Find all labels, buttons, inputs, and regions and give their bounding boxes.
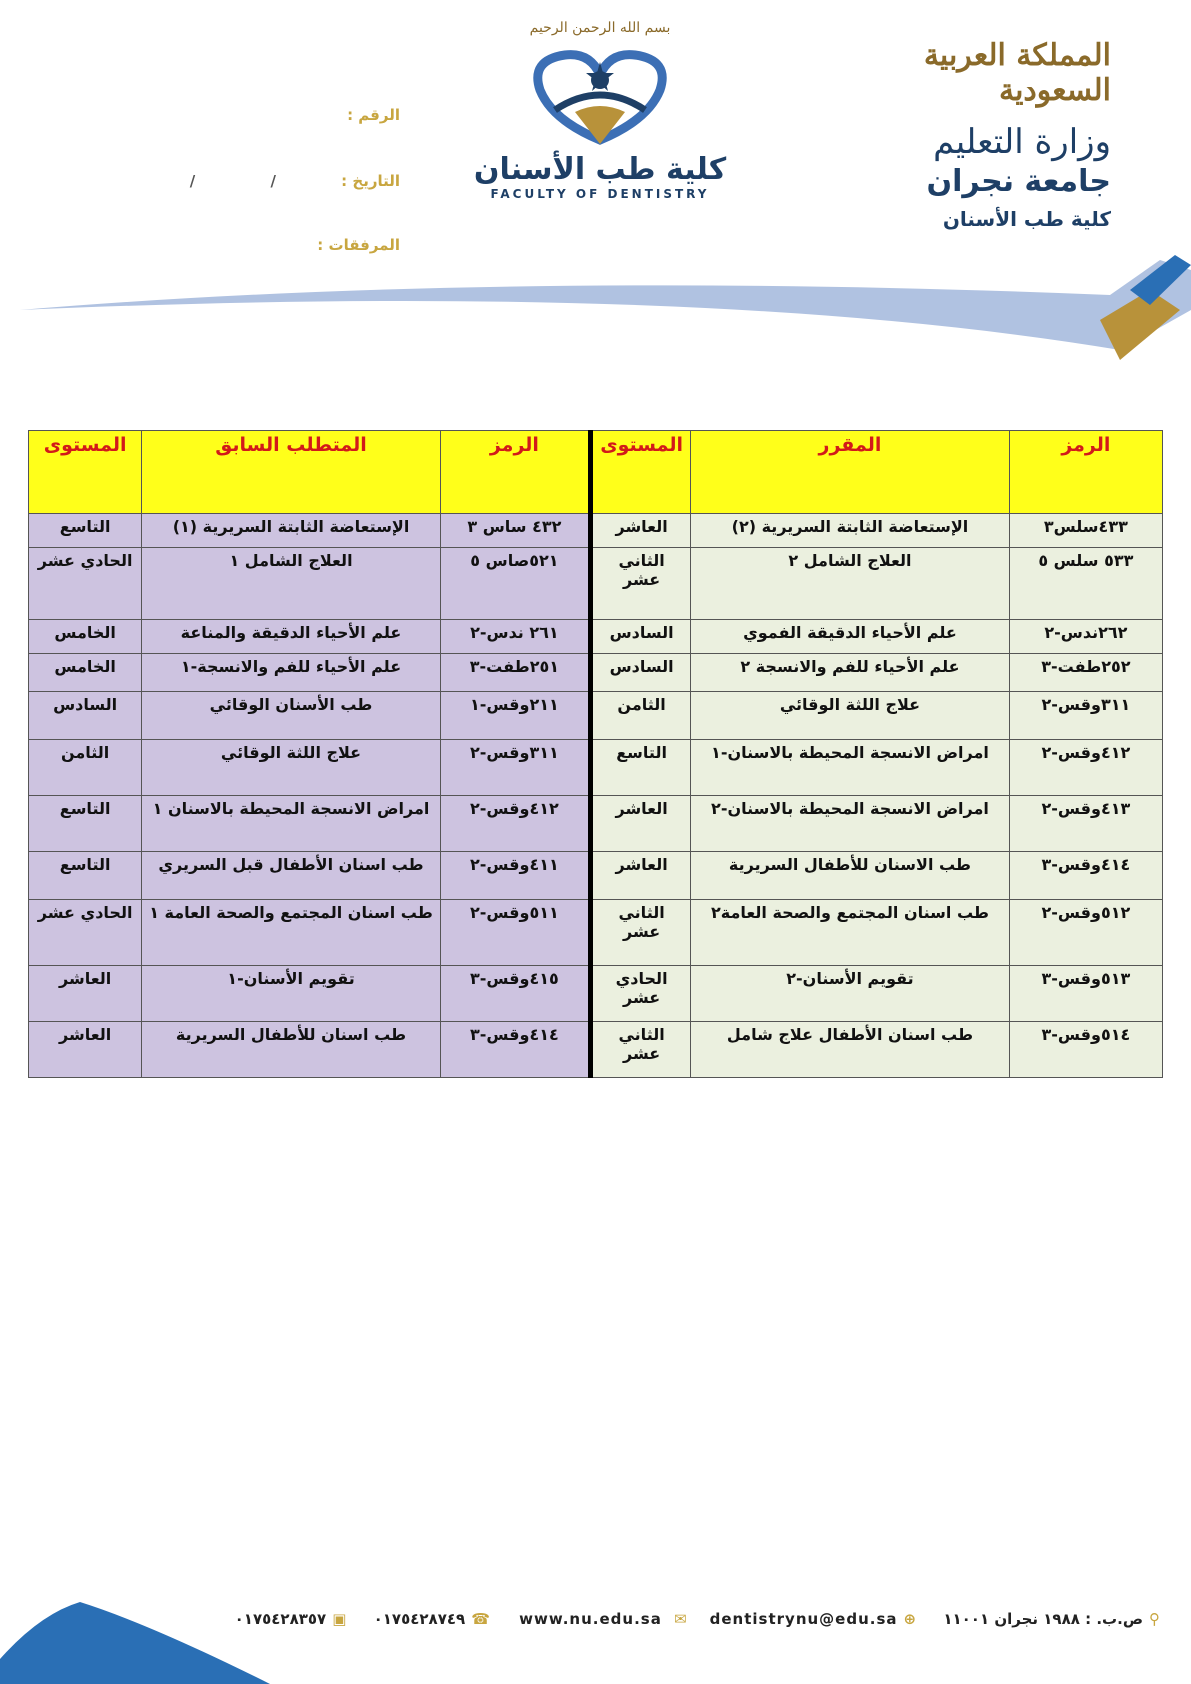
prereq-level: التاسع [29, 796, 142, 852]
course-level: العاشر [591, 796, 691, 852]
course-code: ٥١٤وقس-٣ [1009, 1022, 1162, 1078]
prereq-level: الخامس [29, 620, 142, 654]
course-code: ٥١٢وقس-٢ [1009, 900, 1162, 966]
prereq-level: التاسع [29, 514, 142, 548]
table-header-row [29, 431, 1163, 514]
fax-icon: ▣ [332, 1610, 347, 1628]
faculty-logo-icon [530, 40, 670, 150]
prereq-level: العاشر [29, 1022, 142, 1078]
header-prereq-code: الرمز [440, 431, 590, 514]
course-level: السادس [591, 654, 691, 692]
course-code: ٤١٢وقس-٢ [1009, 740, 1162, 796]
header-identity [861, 38, 1111, 231]
course-level: الثاني عشر [591, 1022, 691, 1078]
course-code: ٤٣٣سلس٣ [1009, 514, 1162, 548]
date-field [175, 172, 400, 190]
course-level: الثاني عشر [591, 900, 691, 966]
table-row [29, 852, 1163, 900]
course-name: طب اسنان الأطفال علاج شامل [691, 1022, 1010, 1078]
prereq-name: العلاج الشامل ١ [142, 548, 441, 620]
table-row [29, 900, 1163, 966]
faculty-logo-block [470, 20, 730, 201]
logo-arabic-text: كلية طب الأسنان [473, 152, 727, 187]
footer-website[interactable]: www.nu.edu.sa [519, 1610, 662, 1628]
course-level: السادس [591, 620, 691, 654]
table-row [29, 692, 1163, 740]
course-code: ٢٥٢طفت-٣ [1009, 654, 1162, 692]
logo-english-text: FACULTY OF DENTISTRY [490, 187, 710, 201]
date-label: التاريخ : [341, 172, 400, 190]
course-name: العلاج الشامل ٢ [691, 548, 1010, 620]
prereq-level: الخامس [29, 654, 142, 692]
footer-fax: ٠١٧٥٤٢٨٣٥٧ [234, 1610, 327, 1628]
date-separator: / [270, 172, 276, 190]
prereq-level: العاشر [29, 966, 142, 1022]
course-level: العاشر [591, 514, 691, 548]
university-name: جامعة نجران [926, 164, 1111, 199]
table-row [29, 620, 1163, 654]
course-name: امراض الانسجة المحيطة بالاسنان-٢ [691, 796, 1010, 852]
table-row [29, 1022, 1163, 1078]
prereq-name: طب اسنان للأطفال السريرية [142, 1022, 441, 1078]
course-name: طب الاسنان للأطفال السريرية [691, 852, 1010, 900]
table-row [29, 740, 1163, 796]
table-row [29, 966, 1163, 1022]
course-name: الإستعاضة الثابتة السريرية (٢) [691, 514, 1010, 548]
prereq-level: الحادي عشر [29, 548, 142, 620]
ministry-name: وزارة التعليم [933, 122, 1111, 162]
number-label: الرقم : [347, 106, 400, 124]
course-level: الثاني عشر [591, 548, 691, 620]
course-name: امراض الانسجة المحيطة بالاسنان-١ [691, 740, 1010, 796]
course-level: التاسع [591, 740, 691, 796]
location-icon: ⚲ [1149, 1610, 1160, 1628]
prereq-name: طب اسنان المجتمع والصحة العامة ١ [142, 900, 441, 966]
prereq-level: السادس [29, 692, 142, 740]
prereq-name: الإستعاضة الثابتة السريرية (١) [142, 514, 441, 548]
prereq-name: طب الأسنان الوقائي [142, 692, 441, 740]
basmala: بسم الله الرحمن الرحيم [529, 20, 671, 36]
prereq-code: ٤١٥وقس-٣ [440, 966, 590, 1022]
prereq-code: ٢٦١ ندس-٢ [440, 620, 590, 654]
prereq-name: طب اسنان الأطفال قبل السريري [142, 852, 441, 900]
course-level: الثامن [591, 692, 691, 740]
prereq-code: ٣١١وقس-٢ [440, 740, 590, 796]
header-course: المقرر [691, 431, 1010, 514]
faculty-name: كلية طب الأسنان [942, 207, 1111, 231]
course-level: العاشر [591, 852, 691, 900]
footer-email[interactable]: dentistrynu@edu.sa [709, 1610, 898, 1628]
prereq-code: ٢٥١طفت-٣ [440, 654, 590, 692]
course-code: ٥٣٣ سلس ٥ [1009, 548, 1162, 620]
mail-icon: ✉ [674, 1610, 688, 1628]
prereq-name: علم الأحياء الدقيقة والمناعة [142, 620, 441, 654]
course-name: علاج اللثة الوقائي [691, 692, 1010, 740]
attachments-label: المرفقات : [317, 236, 400, 254]
course-code: ٣١١وقس-٢ [1009, 692, 1162, 740]
prereq-name: علاج اللثة الوقائي [142, 740, 441, 796]
prereq-level: الثامن [29, 740, 142, 796]
phone-icon: ☎ [471, 1610, 491, 1628]
header-code: الرمز [1009, 431, 1162, 514]
prereq-code: ٥١١وقس-٢ [440, 900, 590, 966]
prereq-name: امراض الانسجة المحيطة بالاسنان ١ [142, 796, 441, 852]
header-prereq: المتطلب السابق [142, 431, 441, 514]
prereq-name: تقويم الأسنان-١ [142, 966, 441, 1022]
table-row [29, 548, 1163, 620]
table-row [29, 796, 1163, 852]
prereq-code: ٤٣٢ ساس ٣ [440, 514, 590, 548]
prereq-level: التاسع [29, 852, 142, 900]
header-prereq-level: المستوى [29, 431, 142, 514]
table-row [29, 654, 1163, 692]
table-row [29, 514, 1163, 548]
prereq-level: الحادي عشر [29, 900, 142, 966]
course-code: ٢٦٢ندس-٢ [1009, 620, 1162, 654]
prereq-code: ٥٢١صاس ٥ [440, 548, 590, 620]
prereq-code: ٢١١وقس-١ [440, 692, 590, 740]
kingdom-name: المملكة العربية السعودية [923, 38, 1111, 108]
globe-icon: ⊕ [903, 1610, 917, 1628]
footer-phone: ٠١٧٥٤٢٨٧٤٩ [373, 1610, 466, 1628]
course-prerequisite-table [28, 430, 1163, 1078]
course-code: ٥١٣وقس-٣ [1009, 966, 1162, 1022]
course-level: الحادي عشر [591, 966, 691, 1022]
prereq-code: ٤١١وقس-٢ [440, 852, 590, 900]
course-code: ٤١٤وقس-٣ [1009, 852, 1162, 900]
footer-contact-bar [234, 1610, 1160, 1628]
course-name: تقويم الأسنان-٢ [691, 966, 1010, 1022]
prereq-code: ٤١٢وقس-٢ [440, 796, 590, 852]
prereq-name: علم الأحياء للفم والانسجة-١ [142, 654, 441, 692]
header-swoosh-decoration [0, 250, 1191, 360]
header-level: المستوى [591, 431, 691, 514]
footer-address: ص.ب. : ١٩٨٨ نجران ١١٠٠١ [943, 1610, 1143, 1628]
date-separator: / [189, 172, 196, 190]
course-name: علم الأحياء للفم والانسجة ٢ [691, 654, 1010, 692]
course-name: طب اسنان المجتمع والصحة العامة٢ [691, 900, 1010, 966]
prereq-code: ٤١٤وقس-٣ [440, 1022, 590, 1078]
footer-wave-decoration [0, 1584, 270, 1684]
course-name: علم الأحياء الدقيقة الفموي [691, 620, 1010, 654]
course-code: ٤١٣وقس-٢ [1009, 796, 1162, 852]
